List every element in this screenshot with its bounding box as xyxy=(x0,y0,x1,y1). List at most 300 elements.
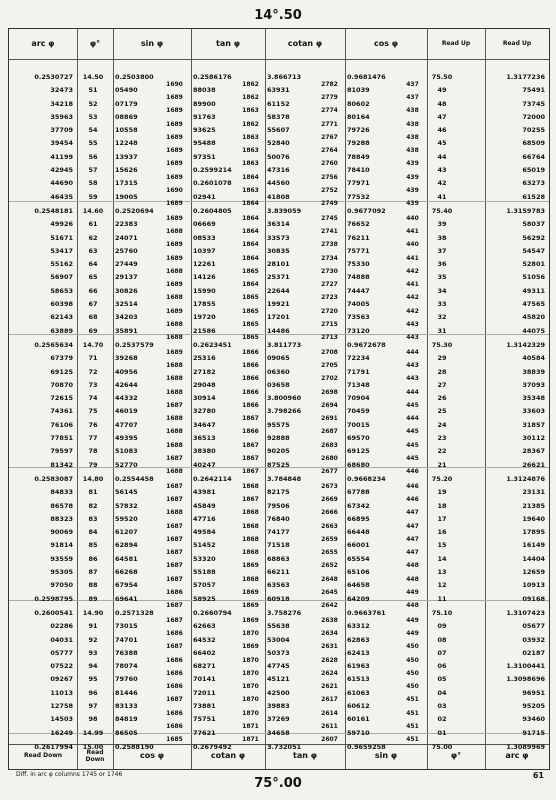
difference-value: 446 xyxy=(406,495,419,503)
difference-value: 1868 xyxy=(242,509,259,517)
table-cell: 46435 xyxy=(50,192,73,201)
table-cell: 1.3107423 xyxy=(506,609,545,617)
table-cell: 15626 xyxy=(115,166,138,174)
table-cell: 93625 xyxy=(193,126,216,135)
difference-value: 2771 xyxy=(321,120,338,128)
table-cell: 92888 xyxy=(267,434,290,442)
table-cell: 61528 xyxy=(522,192,545,201)
table-cell: 02941 xyxy=(193,192,216,201)
difference-value: 1689 xyxy=(166,107,183,115)
column-footer: Read Down xyxy=(85,749,105,763)
table-cell: 49926 xyxy=(50,220,73,229)
table-cell: 02 xyxy=(437,715,447,724)
difference-value: 1862 xyxy=(242,120,259,128)
difference-value: 448 xyxy=(406,562,419,570)
difference-value: 450 xyxy=(406,683,419,690)
table-cell: 19 xyxy=(437,488,447,497)
difference-value: 447 xyxy=(406,535,419,543)
table-cell: 3.784848 xyxy=(267,475,302,483)
table-cell: 69125 xyxy=(347,447,370,456)
difference-value: 2720 xyxy=(321,307,338,315)
table-cell: 3.866713 xyxy=(267,73,302,81)
table-cell: 35348 xyxy=(522,394,545,403)
table-cell: 68271 xyxy=(193,662,216,671)
difference-value: 449 xyxy=(406,616,419,624)
table-cell: 0.2503800 xyxy=(115,73,154,81)
table-cell: 33603 xyxy=(522,407,545,416)
difference-value: 1689 xyxy=(166,254,183,262)
difference-value: 447 xyxy=(406,522,419,530)
table-cell: 59520 xyxy=(115,514,138,523)
table-cell: 35891 xyxy=(115,326,138,335)
table-cell: 17855 xyxy=(193,300,216,308)
column-header: sin φ xyxy=(140,38,164,48)
table-cell: 38380 xyxy=(193,447,216,456)
table-cell: 77532 xyxy=(347,192,370,201)
table-cell: 79760 xyxy=(115,675,138,684)
table-cell: 51671 xyxy=(50,233,73,242)
difference-value: 447 xyxy=(406,509,419,517)
difference-value: 2708 xyxy=(321,348,338,356)
table-cell: 13 xyxy=(437,568,447,576)
table-cell: 62143 xyxy=(50,313,73,322)
table-cell: 28367 xyxy=(522,447,545,456)
column-header: tan φ xyxy=(216,38,240,48)
table-cell: 94 xyxy=(88,662,98,671)
table-cell: 71791 xyxy=(347,367,370,376)
table-cell: 74 xyxy=(88,394,98,403)
difference-value: 2631 xyxy=(321,643,338,651)
table-cell: 51452 xyxy=(193,541,216,550)
table-cell: 72 xyxy=(88,367,98,376)
table-cell: 06669 xyxy=(193,220,216,229)
table-cell: 74447 xyxy=(347,286,370,295)
page-number: 61 xyxy=(532,771,544,780)
table-cell: 27182 xyxy=(193,367,216,376)
difference-value: 1688 xyxy=(166,375,183,383)
table-cell: 48 xyxy=(437,99,447,108)
table-cell: 17 xyxy=(437,514,447,523)
table-cell: 86505 xyxy=(115,728,138,737)
difference-value: 2666 xyxy=(321,509,338,517)
table-cell: 60398 xyxy=(50,300,73,308)
table-cell: 68680 xyxy=(347,460,370,469)
difference-value: 1867 xyxy=(242,454,259,462)
difference-value: 443 xyxy=(406,320,419,328)
column-divider xyxy=(345,29,346,769)
table-cell: 25371 xyxy=(267,273,290,282)
difference-value: 1867 xyxy=(242,468,259,476)
table-cell: 10913 xyxy=(522,581,545,590)
table-cell: 58653 xyxy=(50,286,73,295)
difference-value: 1862 xyxy=(242,80,259,88)
table-cell: 21 xyxy=(437,460,447,469)
difference-value: 448 xyxy=(406,575,419,583)
difference-value: 1870 xyxy=(242,696,259,704)
table-cell: 43 xyxy=(437,166,447,174)
table-cell: 39268 xyxy=(115,354,138,363)
difference-value: 1869 xyxy=(242,616,259,624)
table-cell: 34203 xyxy=(115,313,138,322)
difference-value: 442 xyxy=(406,294,419,302)
difference-value: 1689 xyxy=(166,147,183,154)
table-cell: 47745 xyxy=(267,662,290,671)
table-cell: 21385 xyxy=(522,501,545,510)
difference-value: 1865 xyxy=(242,334,259,342)
table-cell: 12659 xyxy=(522,568,545,576)
table-cell: 64 xyxy=(88,260,98,269)
table-cell: 53320 xyxy=(193,554,216,563)
difference-value: 2749 xyxy=(321,200,338,208)
table-cell: 0.2554458 xyxy=(115,475,154,483)
table-cell: 81 xyxy=(88,488,98,497)
difference-value: 1689 xyxy=(166,120,183,128)
table-cell: 08869 xyxy=(115,112,138,121)
table-cell: 29137 xyxy=(115,273,138,282)
table-cell: 47716 xyxy=(193,514,216,523)
column-footer: cotan φ xyxy=(210,751,246,761)
table-cell: 76211 xyxy=(347,233,370,242)
table-cell: 32780 xyxy=(193,407,216,416)
table-cell: 34658 xyxy=(267,728,290,737)
table-cell: 69641 xyxy=(115,594,138,603)
table-cell: 69125 xyxy=(50,367,73,376)
table-cell: 79506 xyxy=(267,501,290,510)
table-cell: 92 xyxy=(88,635,98,644)
table-cell: 55188 xyxy=(193,568,216,576)
difference-value: 1689 xyxy=(166,173,183,181)
table-cell: 34218 xyxy=(50,99,73,108)
table-cell: 62863 xyxy=(347,635,370,644)
table-cell: 56907 xyxy=(50,273,73,282)
difference-value: 1868 xyxy=(242,522,259,530)
table-cell: 85 xyxy=(88,541,98,550)
difference-value: 2741 xyxy=(321,227,338,235)
table-cell: 0.9663761 xyxy=(347,609,386,617)
table-cell: 76 xyxy=(88,420,98,429)
table-cell: 91814 xyxy=(50,541,73,550)
difference-value: 1863 xyxy=(242,186,259,194)
difference-value: 1685 xyxy=(166,736,183,744)
column-footer: tan φ xyxy=(293,751,317,761)
table-cell: 42644 xyxy=(115,380,138,389)
trig-table xyxy=(8,28,550,770)
table-cell: 04031 xyxy=(50,635,73,644)
table-cell: 52770 xyxy=(115,460,138,469)
table-cell: 13937 xyxy=(115,152,138,161)
difference-value: 2723 xyxy=(321,294,338,302)
header-rule xyxy=(9,59,549,60)
difference-value: 451 xyxy=(406,696,419,704)
table-cell: 05 xyxy=(437,675,447,684)
table-cell: 59 xyxy=(88,192,98,201)
difference-value: 1868 xyxy=(242,549,259,556)
page-title-top: 14°.50 xyxy=(254,8,302,23)
difference-value: 2614 xyxy=(321,709,338,717)
table-cell: 30835 xyxy=(267,246,290,255)
table-cell: 95305 xyxy=(50,568,73,576)
difference-value: 1871 xyxy=(242,722,259,730)
table-cell: 75.00 xyxy=(431,743,453,751)
table-cell: 61063 xyxy=(347,688,370,697)
table-cell: 25316 xyxy=(193,354,216,363)
difference-value: 1870 xyxy=(242,709,259,717)
table-cell: 81342 xyxy=(50,460,73,469)
difference-value: 1688 xyxy=(166,267,183,275)
difference-value: 2607 xyxy=(321,736,338,744)
table-cell: 95 xyxy=(88,675,98,684)
difference-value: 2694 xyxy=(321,401,338,409)
difference-value: 1687 xyxy=(166,562,183,570)
table-cell: 84833 xyxy=(50,488,73,497)
table-cell: 49 xyxy=(437,86,447,95)
table-cell: 54547 xyxy=(522,246,545,255)
table-cell: 35 xyxy=(437,273,447,282)
difference-value: 1689 xyxy=(166,348,183,356)
difference-value: 2663 xyxy=(321,522,338,530)
table-cell: 31857 xyxy=(522,420,545,429)
difference-value: 1689 xyxy=(166,214,183,222)
difference-value: 2705 xyxy=(321,361,338,369)
table-cell: 84 xyxy=(88,528,98,537)
table-cell: 70904 xyxy=(347,394,370,403)
difference-value: 446 xyxy=(406,482,419,490)
difference-value: 1688 xyxy=(166,388,183,396)
table-cell: 72011 xyxy=(193,688,216,697)
difference-value: 441 xyxy=(406,227,419,235)
table-cell: 58 xyxy=(88,179,98,188)
table-cell: 88038 xyxy=(193,86,216,95)
difference-value: 1690 xyxy=(166,80,183,88)
difference-value: 1868 xyxy=(242,482,259,490)
table-cell: 0.2679492 xyxy=(193,743,232,751)
column-divider xyxy=(77,29,78,769)
table-cell: 06360 xyxy=(267,367,290,376)
table-cell: 28 xyxy=(437,367,447,376)
table-cell: 79 xyxy=(88,460,98,469)
difference-value: 1688 xyxy=(166,227,183,235)
table-cell: 19005 xyxy=(115,192,138,201)
table-cell: 36314 xyxy=(267,220,290,229)
table-cell: 07179 xyxy=(115,99,138,108)
table-cell: 73881 xyxy=(193,702,216,710)
table-cell: 51 xyxy=(88,86,98,95)
difference-value: 1689 xyxy=(166,200,183,208)
table-cell: 51056 xyxy=(522,273,545,282)
difference-value: 437 xyxy=(406,93,419,101)
difference-value: 437 xyxy=(406,80,419,88)
table-cell: 33 xyxy=(437,300,447,308)
difference-value: 1689 xyxy=(166,281,183,288)
difference-value: 2702 xyxy=(321,375,338,383)
table-cell: 75.50 xyxy=(431,73,453,81)
difference-value: 1688 xyxy=(166,415,183,422)
difference-value: 1689 xyxy=(166,160,183,168)
table-cell: 77851 xyxy=(50,434,73,442)
difference-value: 445 xyxy=(406,441,419,449)
table-cell: 45849 xyxy=(193,501,216,510)
difference-value: 1870 xyxy=(242,669,259,677)
difference-value: 1869 xyxy=(242,643,259,651)
table-cell: 63889 xyxy=(50,326,73,335)
difference-value: 448 xyxy=(406,602,419,610)
difference-value: 1686 xyxy=(166,669,183,677)
table-cell: 96951 xyxy=(522,688,545,697)
difference-value: 1688 xyxy=(166,320,183,328)
table-cell: 44560 xyxy=(267,179,290,188)
difference-value: 1864 xyxy=(242,227,259,235)
table-cell: 73120 xyxy=(347,326,370,335)
table-cell: 1.3142329 xyxy=(506,341,545,349)
table-cell: 57 xyxy=(88,166,98,174)
difference-value: 1688 xyxy=(166,468,183,476)
table-cell: 0.9668234 xyxy=(347,475,386,483)
difference-value: 1865 xyxy=(242,294,259,302)
table-cell: 43981 xyxy=(193,488,216,497)
table-cell: 38 xyxy=(437,233,447,242)
difference-value: 439 xyxy=(406,160,419,168)
table-cell: 90069 xyxy=(50,528,73,537)
table-cell: 69570 xyxy=(347,434,370,442)
table-cell: 22644 xyxy=(267,286,290,295)
table-cell: 0.2520694 xyxy=(115,207,154,215)
difference-value: 1686 xyxy=(166,656,183,664)
table-cell: 0.2548181 xyxy=(34,207,73,215)
column-header: cos φ xyxy=(373,38,399,48)
table-cell: 3.800960 xyxy=(267,394,302,403)
table-cell: 0.2623451 xyxy=(193,341,232,349)
table-cell: 66268 xyxy=(115,568,138,576)
table-cell: 62894 xyxy=(115,541,138,550)
table-cell: 44332 xyxy=(115,394,138,403)
difference-value: 1686 xyxy=(166,709,183,717)
table-cell: 75330 xyxy=(347,260,370,269)
table-cell: 52840 xyxy=(267,139,290,148)
table-cell: 14.50 xyxy=(82,73,104,81)
difference-value: 1687 xyxy=(166,482,183,490)
table-cell: 81039 xyxy=(347,86,370,95)
table-cell: 72615 xyxy=(50,394,73,403)
difference-value: 1689 xyxy=(166,241,183,249)
difference-value: 2624 xyxy=(321,669,338,677)
table-cell: 26 xyxy=(437,394,447,403)
difference-value: 1687 xyxy=(166,602,183,610)
table-cell: 09168 xyxy=(522,594,545,603)
table-cell: 10558 xyxy=(115,126,138,135)
table-cell: 45 xyxy=(437,139,447,148)
table-cell: 95488 xyxy=(193,139,216,148)
difference-value: 439 xyxy=(406,173,419,181)
table-cell: 88323 xyxy=(50,514,73,523)
table-cell: 96 xyxy=(88,688,98,697)
table-cell: 42 xyxy=(437,179,447,188)
table-cell: 52801 xyxy=(522,260,545,269)
table-cell: 88 xyxy=(88,581,98,590)
difference-value: 1690 xyxy=(166,186,183,194)
difference-value: 1868 xyxy=(242,535,259,543)
table-cell: 0.9681476 xyxy=(347,73,386,81)
table-cell: 34647 xyxy=(193,420,216,429)
table-cell: 32 xyxy=(437,313,447,322)
table-cell: 70459 xyxy=(347,407,370,416)
table-cell: 42500 xyxy=(267,688,290,697)
table-cell: 12758 xyxy=(50,702,73,710)
difference-value: 2715 xyxy=(321,320,338,328)
table-cell: 91763 xyxy=(193,112,216,121)
table-cell: 44 xyxy=(437,152,447,161)
table-cell: 05777 xyxy=(50,648,73,657)
column-divider xyxy=(265,29,266,769)
difference-value: 1866 xyxy=(242,428,259,436)
table-cell: 47707 xyxy=(115,420,138,429)
table-cell: 67788 xyxy=(347,488,370,497)
table-cell: 61 xyxy=(88,220,98,229)
difference-value: 1867 xyxy=(242,441,259,449)
table-cell: 08 xyxy=(437,635,447,644)
table-cell: 24071 xyxy=(115,233,138,242)
table-cell: 0.2530727 xyxy=(34,73,73,81)
difference-value: 441 xyxy=(406,281,419,288)
difference-value: 1864 xyxy=(242,281,259,288)
table-cell: 45820 xyxy=(522,313,545,322)
table-cell: 87 xyxy=(88,568,98,576)
table-cell: 71348 xyxy=(347,380,370,389)
difference-value: 439 xyxy=(406,186,419,194)
difference-value: 2764 xyxy=(321,147,338,154)
table-cell: 78074 xyxy=(115,662,138,671)
table-cell: 70015 xyxy=(347,420,370,429)
column-header: φ° xyxy=(89,38,101,48)
table-cell: 83133 xyxy=(115,702,138,710)
table-cell: 02187 xyxy=(522,648,545,657)
table-cell: 37709 xyxy=(50,126,73,135)
difference-value: 443 xyxy=(406,375,419,383)
table-cell: 18 xyxy=(437,501,447,510)
table-cell: 61207 xyxy=(115,528,138,537)
table-cell: 74701 xyxy=(115,635,138,644)
table-cell: 39883 xyxy=(267,702,290,710)
difference-value: 2659 xyxy=(321,535,338,543)
table-cell: 59710 xyxy=(347,728,370,737)
table-cell: 68 xyxy=(88,313,98,322)
table-cell: 37 xyxy=(437,246,447,255)
table-cell: 0.2600541 xyxy=(34,609,73,617)
table-cell: 01 xyxy=(437,728,447,737)
table-cell: 33573 xyxy=(267,233,290,242)
table-cell: 3.839059 xyxy=(267,207,302,215)
difference-value: 1866 xyxy=(242,348,259,356)
table-cell: 12261 xyxy=(193,260,216,269)
difference-value: 451 xyxy=(406,709,419,717)
table-cell: 19720 xyxy=(193,313,216,322)
difference-value: 439 xyxy=(406,200,419,208)
table-cell: 72000 xyxy=(522,112,545,121)
table-cell: 0.2642114 xyxy=(193,475,232,483)
difference-value: 1687 xyxy=(166,549,183,556)
table-cell: 93460 xyxy=(522,715,545,724)
table-cell: 1.3177236 xyxy=(506,73,545,81)
table-cell: 28101 xyxy=(267,260,290,269)
table-cell: 36513 xyxy=(193,434,216,442)
table-cell: 41199 xyxy=(50,152,73,161)
table-cell: 62663 xyxy=(193,622,216,631)
table-cell: 68509 xyxy=(522,139,545,148)
table-cell: 0.2617994 xyxy=(34,743,73,751)
table-cell: 55162 xyxy=(50,260,73,269)
table-cell: 93559 xyxy=(50,554,73,563)
table-cell: 30914 xyxy=(193,394,216,403)
table-cell: 50076 xyxy=(267,152,290,161)
